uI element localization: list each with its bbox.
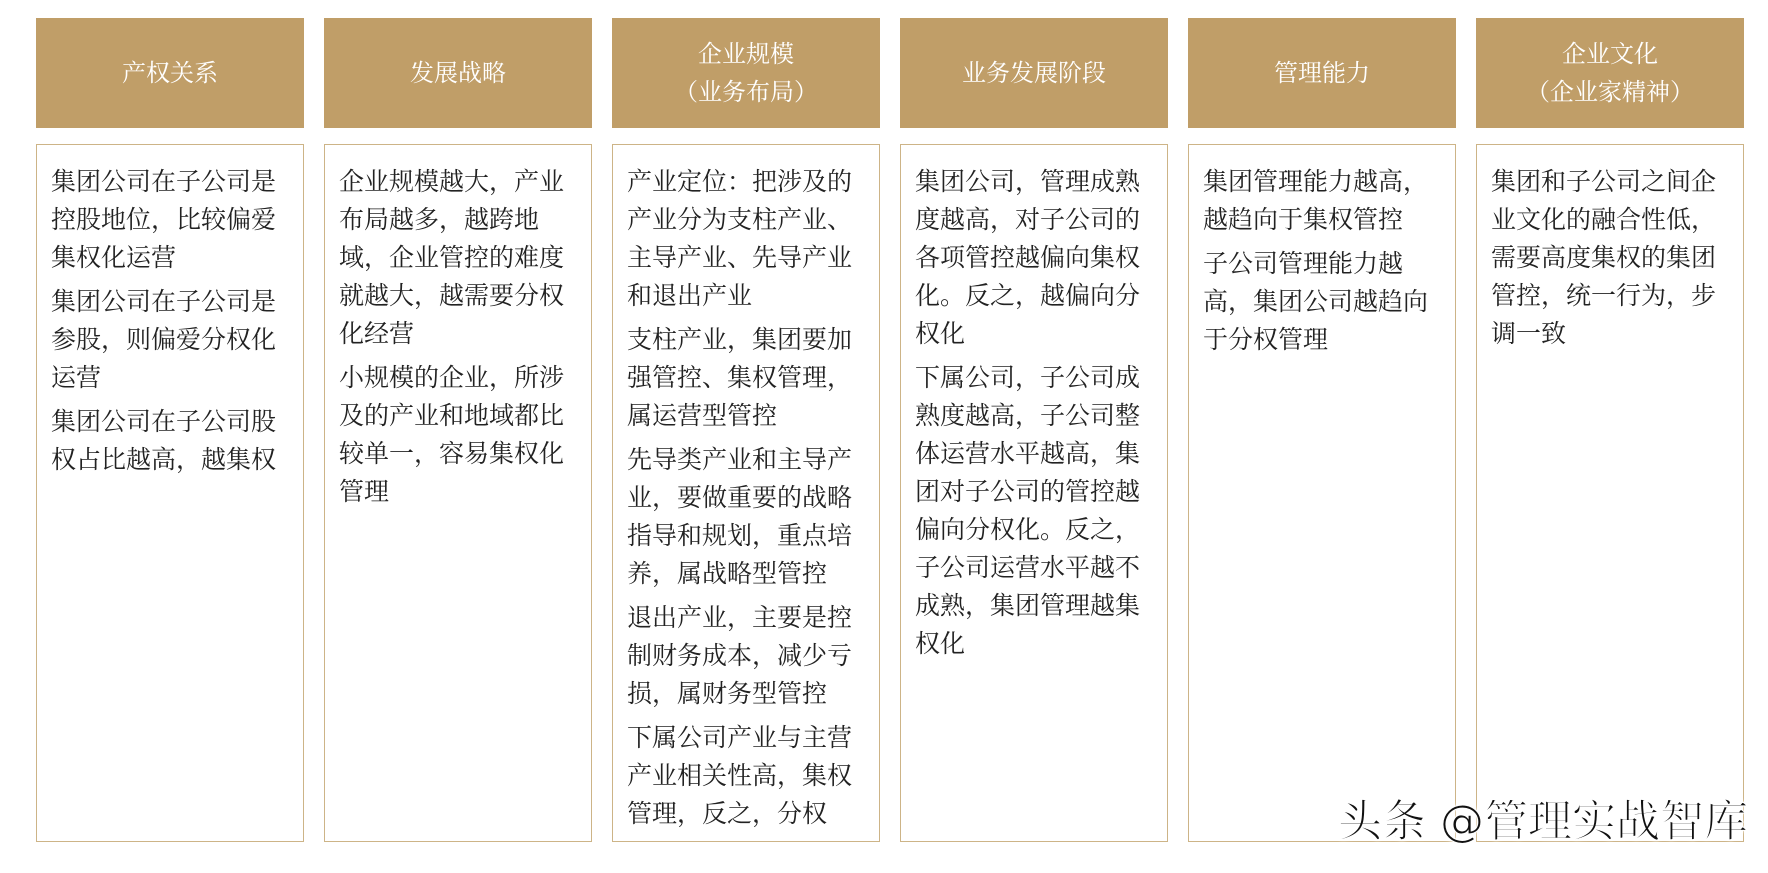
paragraph: 集团公司，管理成熟度越高，对子公司的各项管控越偏向集权化。反之，越偏向分权化 (915, 167, 1141, 348)
column-strategy (324, 18, 592, 842)
column-header-line: （业务布局） (674, 78, 818, 106)
paragraph: 集团和子公司之间企业文化的融合性低，需要高度集权的集团管控，统一行为，步调一致 (1491, 167, 1717, 348)
paragraph: 集团公司在子公司股权占比越高，越集权 (51, 407, 277, 474)
paragraph: 小规模的企业，所涉及的产业和地域都比较单一，容易集权化管理 (339, 363, 565, 506)
column-header (1188, 18, 1456, 128)
paragraph: 集团公司在子公司是控股地位，比较偏爱集权化运营 (51, 167, 277, 272)
watermark: 头条 @管理实战智库 (1338, 796, 1748, 847)
paragraph: 集团管理能力越高，越趋向于集权管控 (1203, 167, 1429, 234)
column-header-line: （企业家精神） (1526, 78, 1694, 106)
column-business-stage (900, 18, 1168, 842)
column-header-line: 管理能力 (1274, 59, 1370, 87)
column-header (612, 18, 880, 128)
column-header (1476, 18, 1744, 128)
column-header (36, 18, 304, 128)
column-body (1476, 144, 1744, 842)
column-header-line: 发展战略 (410, 59, 506, 87)
column-body (324, 144, 592, 842)
paragraph: 子公司管理能力越高，集团公司越趋向于分权管理 (1203, 249, 1429, 354)
paragraph: 企业规模越大，产业布局越多，越跨地域，企业管控的难度就越大，越需要分权化经营 (339, 167, 565, 348)
column-body (1188, 144, 1456, 842)
factor-grid (36, 18, 1744, 842)
paragraph: 退出产业，主要是控制财务成本，减少亏损，属财务型管控 (627, 603, 853, 708)
paragraph: 下属公司产业与主营产业相关性高，集权管理，反之，分权 (627, 723, 853, 828)
column-header-line: 业务发展阶段 (962, 59, 1106, 87)
paragraph: 集团公司在子公司是参股，则偏爱分权化运营 (51, 287, 277, 392)
paragraph: 下属公司，子公司成熟度越高，子公司整体运营水平越高，集团对子公司的管控越偏向分权化。反之，子公司运营水平越不成熟，集团管理越集权化 (915, 363, 1141, 658)
column-management-ability (1188, 18, 1456, 842)
paragraph: 先导类产业和主导产业，要做重要的战略指导和规划，重点培养，属战略型管控 (627, 445, 853, 588)
column-body (612, 144, 880, 842)
column-header (324, 18, 592, 128)
column-culture (1476, 18, 1744, 842)
column-body (900, 144, 1168, 842)
column-scale (612, 18, 880, 842)
column-header-line: 产权关系 (122, 59, 218, 87)
paragraph: 产业定位：把涉及的产业分为支柱产业、主导产业、先导产业和退出产业 (627, 167, 853, 310)
paragraph: 支柱产业，集团要加强管控、集权管理，属运营型管控 (627, 325, 853, 430)
column-body (36, 144, 304, 842)
column-header (900, 18, 1168, 128)
column-ownership (36, 18, 304, 842)
column-header-line: 企业文化 (1562, 40, 1658, 68)
column-header-line: 企业规模 (698, 40, 794, 68)
